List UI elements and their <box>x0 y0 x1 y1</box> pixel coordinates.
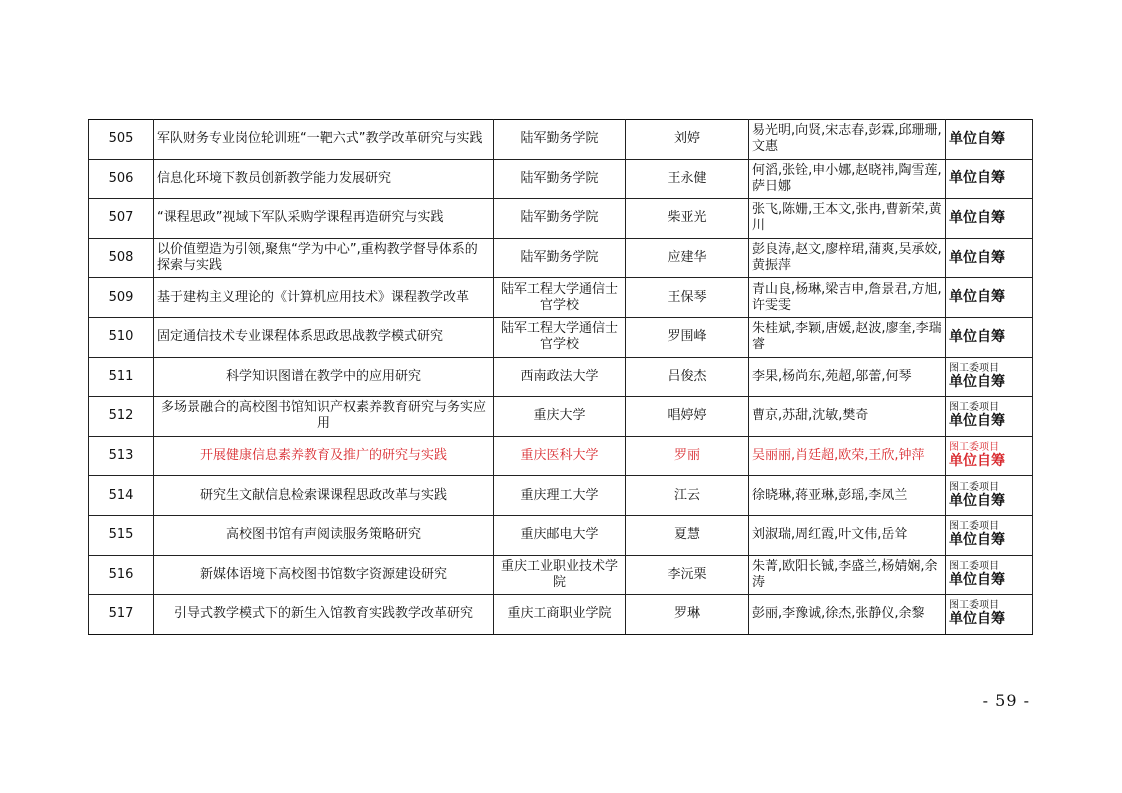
leader-cell: 王永健 <box>626 159 749 199</box>
funding-tag: 图工委项目 <box>949 560 999 572</box>
project-title-cell: 科学知识图谱在教学中的应用研究 <box>154 357 494 397</box>
funding-source: 单位自筹 <box>949 373 1005 390</box>
project-number-cell: 511 <box>89 357 154 397</box>
table-body <box>89 120 1033 635</box>
institution-cell: 陆军工程大学通信士官学校 <box>494 317 626 357</box>
table-row <box>89 199 1033 239</box>
funding-cell <box>946 397 1033 437</box>
members-cell: 何滔,张铨,申小娜,赵晓祎,陶雪莲,萨日娜 <box>749 159 946 199</box>
funding-cell <box>946 238 1033 278</box>
project-number-cell: 507 <box>89 199 154 239</box>
funding-source: 单位自筹 <box>949 170 1005 187</box>
institution-cell: 重庆大学 <box>494 397 626 437</box>
project-title-cell: 信息化环境下教员创新教学能力发展研究 <box>154 159 494 199</box>
project-number-cell: 509 <box>89 278 154 318</box>
funding-source: 单位自筹 <box>949 611 1005 628</box>
members-cell: 朱桂斌,李颖,唐媛,赵波,廖奎,李瑞睿 <box>749 317 946 357</box>
project-title-cell: 多场景融合的高校图书馆知识产权素养教育研究与务实应用 <box>154 397 494 437</box>
table-row <box>89 555 1033 595</box>
funding-cell <box>946 555 1033 595</box>
leader-cell: 刘婷 <box>626 120 749 160</box>
institution-cell: 重庆理工大学 <box>494 476 626 516</box>
project-number-cell: 508 <box>89 238 154 278</box>
members-cell: 易光明,向贤,宋志春,彭霖,邱珊珊,文惠 <box>749 120 946 160</box>
funding-tag: 图工委项目 <box>949 521 999 533</box>
project-number-cell: 513 <box>89 436 154 476</box>
leader-cell: 江云 <box>626 476 749 516</box>
table-row <box>89 238 1033 278</box>
table-row <box>89 436 1033 476</box>
table-row <box>89 397 1033 437</box>
funding-source: 单位自筹 <box>949 532 1005 549</box>
project-number-cell: 514 <box>89 476 154 516</box>
table-row <box>89 317 1033 357</box>
funding-source: 单位自筹 <box>949 289 1005 306</box>
members-cell: 张飞,陈姗,王本文,张冉,曹新荣,黄川 <box>749 199 946 239</box>
leader-cell: 夏慧 <box>626 515 749 555</box>
institution-cell: 重庆医科大学 <box>494 436 626 476</box>
institution-cell: 陆军勤务学院 <box>494 199 626 239</box>
funding-tag: 图工委项目 <box>949 362 999 374</box>
funding-source: 单位自筹 <box>949 209 1005 226</box>
table-row <box>89 120 1033 160</box>
project-number-cell: 512 <box>89 397 154 437</box>
leader-cell: 王保琴 <box>626 278 749 318</box>
funding-source: 单位自筹 <box>949 130 1005 147</box>
project-title-cell: 高校图书馆有声阅读服务策略研究 <box>154 515 494 555</box>
members-cell: 刘淑瑞,周红霞,叶文伟,岳耸 <box>749 515 946 555</box>
members-cell: 朱菁,欧阳长铖,李盛兰,杨婧娴,余涛 <box>749 555 946 595</box>
project-number-cell: 515 <box>89 515 154 555</box>
members-cell: 彭良涛,赵文,廖梓珺,蒲爽,吴承姣,黄振萍 <box>749 238 946 278</box>
leader-cell: 李沅栗 <box>626 555 749 595</box>
project-number-cell: 517 <box>89 595 154 635</box>
funding-cell <box>946 199 1033 239</box>
project-number-cell: 510 <box>89 317 154 357</box>
table-row <box>89 159 1033 199</box>
leader-cell: 罗琳 <box>626 595 749 635</box>
project-title-cell: 以价值塑造为引领,聚焦“学为中心”,重构教学督导体系的探索与实践 <box>154 238 494 278</box>
funding-cell <box>946 515 1033 555</box>
funding-cell <box>946 278 1033 318</box>
leader-cell: 柴亚光 <box>626 199 749 239</box>
funding-source: 单位自筹 <box>949 453 1005 470</box>
project-number-cell: 516 <box>89 555 154 595</box>
funding-source: 单位自筹 <box>949 413 1005 430</box>
page-number: - 59 - <box>982 691 1030 710</box>
funding-source: 单位自筹 <box>949 492 1005 509</box>
members-cell: 吴丽丽,肖廷超,欧荣,王欣,钟萍 <box>749 436 946 476</box>
project-title-cell: 基于建构主义理论的《计算机应用技术》课程教学改革 <box>154 278 494 318</box>
project-title-cell: 研究生文献信息检索课课程思政改革与实践 <box>154 476 494 516</box>
project-title-cell: 开展健康信息素养教育及推广的研究与实践 <box>154 436 494 476</box>
project-title-cell: 固定通信技术专业课程体系思政思战教学模式研究 <box>154 317 494 357</box>
project-title-cell: 军队财务专业岗位轮训班“一靶六式”教学改革研究与实践 <box>154 120 494 160</box>
members-cell: 李果,杨尚东,苑超,邬蕾,何琴 <box>749 357 946 397</box>
funding-cell <box>946 317 1033 357</box>
members-cell: 曹京,苏甜,沈敏,樊奇 <box>749 397 946 437</box>
institution-cell: 西南政法大学 <box>494 357 626 397</box>
institution-cell: 陆军勤务学院 <box>494 159 626 199</box>
funding-cell <box>946 476 1033 516</box>
members-cell: 徐晓琳,蒋亚琳,彭瑶,李凤兰 <box>749 476 946 516</box>
project-table <box>88 119 1033 635</box>
funding-cell <box>946 159 1033 199</box>
institution-cell: 重庆邮电大学 <box>494 515 626 555</box>
leader-cell: 吕俊杰 <box>626 357 749 397</box>
funding-cell <box>946 595 1033 635</box>
institution-cell: 陆军勤务学院 <box>494 120 626 160</box>
project-number-cell: 506 <box>89 159 154 199</box>
funding-cell <box>946 436 1033 476</box>
leader-cell: 唱婷婷 <box>626 397 749 437</box>
institution-cell: 陆军工程大学通信士官学校 <box>494 278 626 318</box>
institution-cell: 陆军勤务学院 <box>494 238 626 278</box>
funding-tag: 图工委项目 <box>949 481 999 493</box>
funding-source: 单位自筹 <box>949 571 1005 588</box>
leader-cell: 罗丽 <box>626 436 749 476</box>
project-title-cell: 新媒体语境下高校图书馆数字资源建设研究 <box>154 555 494 595</box>
project-title-cell: 引导式教学模式下的新生入馆教育实践教学改革研究 <box>154 595 494 635</box>
leader-cell: 应建华 <box>626 238 749 278</box>
funding-source: 单位自筹 <box>949 249 1005 266</box>
members-cell: 青山良,杨琳,梁吉申,詹景君,方旭,许雯雯 <box>749 278 946 318</box>
project-title-cell: “课程思政”视域下军队采购学课程再造研究与实践 <box>154 199 494 239</box>
table-row <box>89 357 1033 397</box>
members-cell: 彭丽,李豫诚,徐杰,张静仪,余黎 <box>749 595 946 635</box>
institution-cell: 重庆工商职业学院 <box>494 595 626 635</box>
table-row <box>89 595 1033 635</box>
institution-cell: 重庆工业职业技术学院 <box>494 555 626 595</box>
project-number-cell: 505 <box>89 120 154 160</box>
funding-tag: 图工委项目 <box>949 600 999 612</box>
table-row <box>89 278 1033 318</box>
funding-source: 单位自筹 <box>949 328 1005 345</box>
funding-cell <box>946 120 1033 160</box>
table-row <box>89 476 1033 516</box>
leader-cell: 罗围峰 <box>626 317 749 357</box>
funding-tag: 图工委项目 <box>949 402 999 414</box>
funding-tag: 图工委项目 <box>949 442 999 454</box>
funding-cell <box>946 357 1033 397</box>
table-row <box>89 515 1033 555</box>
